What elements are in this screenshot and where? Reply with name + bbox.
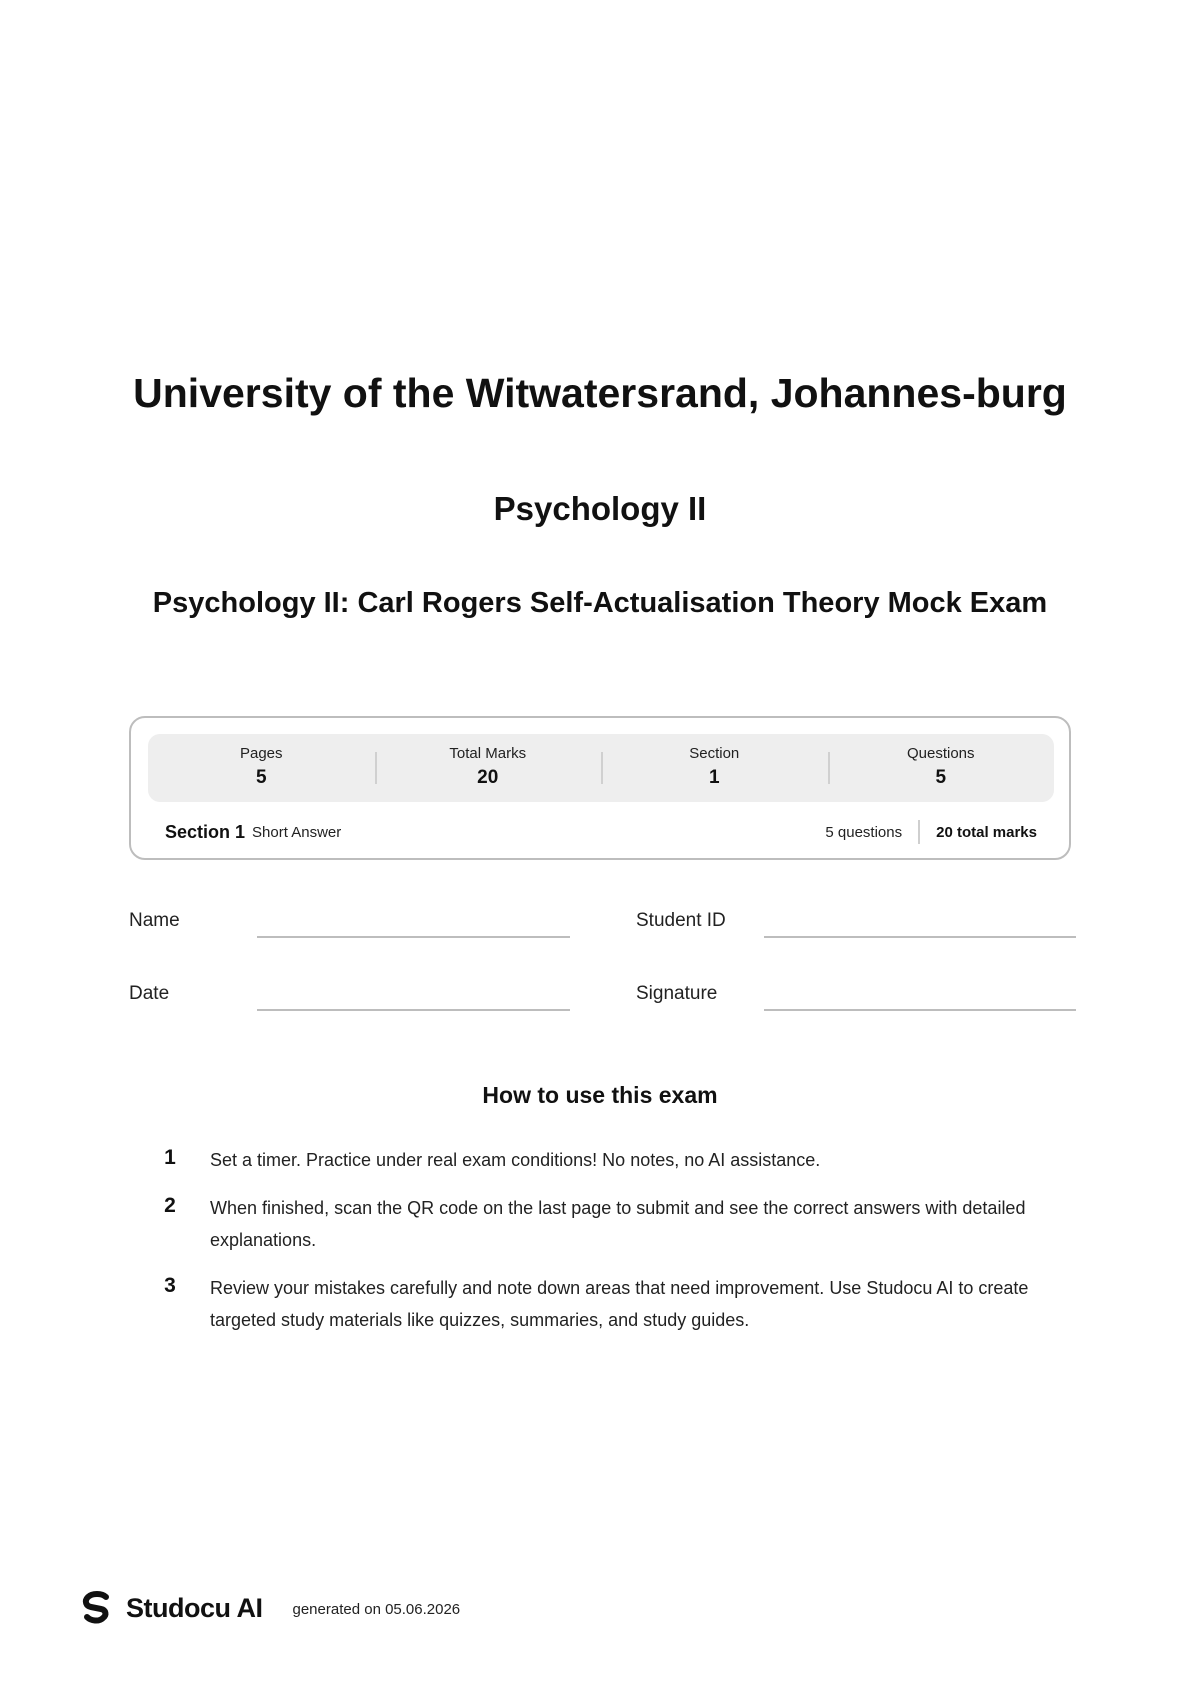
exam-title: Psychology II: Carl Rogers Self-Actualisation Theory Mock Exam [152,587,1048,619]
step-text: When finished, scan the QR code on the last page to submit and see the correct answers with detailed explanations. [210,1198,1026,1250]
footer [80,1588,460,1628]
university-name: University of the Witwatersrand, Johannes-burg [133,370,1067,416]
step-number: 2 [164,1194,176,1217]
stat-value: 5 [255,767,267,788]
stat-label: Questions [906,745,975,762]
stat-total-marks [375,734,602,802]
step-text: Review your mistakes carefully and note down areas that need improvement. Use Studocu AI to create targeted study materials like quizzes, summaries, and study guides. [210,1278,1029,1330]
stat-value: 5 [935,767,947,788]
student-id-field [636,904,1076,944]
step-number: 1 [164,1146,176,1169]
stat-value: 1 [708,767,720,788]
course-title: Psychology II [493,490,707,527]
studocu-logo-icon [80,1591,114,1625]
section-total-marks: 20 total marks [936,823,1037,841]
exam-stats-bar [148,734,1054,802]
name-input-line[interactable] [257,936,570,938]
stat-label: Total Marks [449,745,527,762]
name-label: Name [129,910,180,931]
stat-section [601,734,828,802]
step-text: Set a timer. Practice under real exam conditions! No notes, no AI assistance. [210,1150,821,1170]
name-field [129,904,570,944]
section-name: Section 1 [165,821,246,842]
student-id-input-line[interactable] [764,936,1076,938]
section-summary-row [165,818,1037,846]
section-type: Short Answer [252,823,342,841]
date-label: Date [129,983,170,1004]
stat-pages [148,734,375,802]
stat-label: Pages [239,745,283,762]
stat-questions [828,734,1055,802]
brand-name: Studocu AI [126,1592,263,1623]
generated-date: generated on 05.06.2026 [292,1600,461,1618]
university-title [120,365,1080,421]
section-meta [825,820,1037,844]
stat-value: 20 [477,767,499,788]
exam-info-card [129,716,1071,860]
signature-input-line[interactable] [764,1009,1076,1011]
signature-field [636,977,1076,1017]
date-field [129,977,570,1017]
date-input-line[interactable] [257,1009,570,1011]
step-number: 3 [164,1274,176,1297]
signature-label: Signature [636,983,718,1004]
student-id-label: Student ID [636,910,726,931]
stat-label: Section [689,745,740,762]
section-question-count: 5 questions [825,823,903,841]
how-to-title: How to use this exam [482,1082,718,1108]
